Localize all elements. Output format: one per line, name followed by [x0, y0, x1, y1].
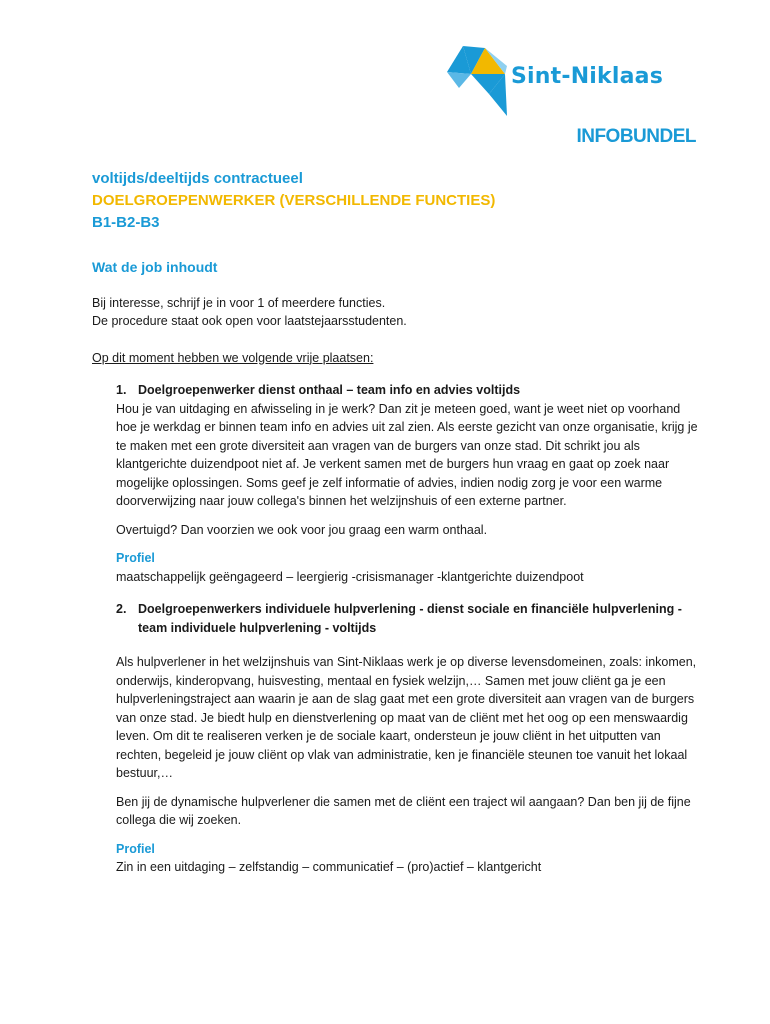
function-title: DOELGROEPENWERKER (VERSCHILLENDE FUNCTIES): [92, 192, 496, 209]
profile-text: maatschappelijk geëngageerd – leergierig -crisismanager -klantgerichte duizendpoot: [116, 569, 584, 584]
job-item: [116, 600, 702, 877]
intro-line: Bij interesse, schrijf je in voor 1 of meerdere functies.: [92, 295, 386, 310]
job-item: [116, 381, 702, 586]
job-description: Als hulpverlener in het welzijnshuis van Sint-Niklaas werk je op diverse levensdomeinen, zoals: inkomen, onderwijs, kinderopvang, huisvesting, mentaal en fysiek welzijn,… Samen met jouw cliënt ga je een hulpverleningstraject aan waarin je aan de slag gaat met een grote diversiteit aan vragen van de burgers van onze stad. Je biedt hulp en dienstverlening op maat van de cliënt met het oog op een menswaardig leven. Om dit te realiseren verken je de sociale kaart, ondersteun je jouw cliënt in het uitputten van rechten, begeleid je jouw cliënt op vlak van administratie, ken je financiële steunen toe vanuit het lokaal bestuur,…: [116, 655, 697, 780]
profile-text: Zin in een uitdaging – zelfstandig – communicatief – (pro)actief – klantgericht: [116, 860, 542, 874]
job-closing: Overtuigd? Dan voorzien we ook voor jou graag een warm onthaal.: [116, 522, 488, 537]
document-body: [92, 168, 702, 877]
vacancies-intro: Op dit moment hebben we volgende vrije plaatsen:: [92, 350, 374, 365]
job-title: [116, 600, 702, 637]
job-number: 1.: [116, 383, 127, 397]
job-title: [116, 381, 702, 400]
logo-text: Sint-Niklaas: [511, 64, 664, 89]
job-number: 2.: [116, 602, 127, 616]
profile-label: Profiel: [116, 551, 155, 565]
city-logo: [445, 44, 695, 120]
document-label: INFOBUNDEL: [576, 126, 696, 147]
logo-mark-icon: [445, 44, 513, 120]
intro-line: De procedure staat ook open voor laatstejaarsstudenten.: [92, 314, 407, 328]
job-title-text: Doelgroepenwerkers individuele hulpverlening - dienst sociale en financiële hulpverlening - team individuele hulpverlening - voltijds: [138, 602, 682, 635]
intro-paragraph: [92, 294, 702, 331]
contract-type: voltijds/deeltijds contractueel: [92, 170, 303, 187]
section-heading: Wat de job inhoudt: [92, 259, 218, 275]
job-title-text: Doelgroepenwerker dienst onthaal – team info en advies voltijds: [138, 383, 521, 397]
grade-levels: B1-B2-B3: [92, 214, 160, 231]
profile-label: Profiel: [116, 841, 155, 856]
job-description: Hou je van uitdaging en afwisseling in je werk? Dan zit je meteen goed, want je weet niet op voorhand hoe je werkdag er binnen team info en advies uit zal zien. Als eerste gezicht van onze organisatie, krijg je te maken met een grote diversiteit aan vragen van de burgers van onze stad. Dit schrikt jou als klantgerichte duizendpoot niet af. Je verkent samen met de burgers hun vraag en gaat op zoek naar mogelijke oplossingen. Soms geef je zelf informatie of advies, indien nodig zorg je voor een warme doorverwijzing naar jouw collega's binnen het welzijnshuis of een externe partner.: [116, 401, 698, 508]
job-closing: Ben jij de dynamische hulpverlener die samen met de cliënt een traject wil aangaan? Dan ben jij de fijne collega die wij zoeken.: [116, 794, 691, 827]
